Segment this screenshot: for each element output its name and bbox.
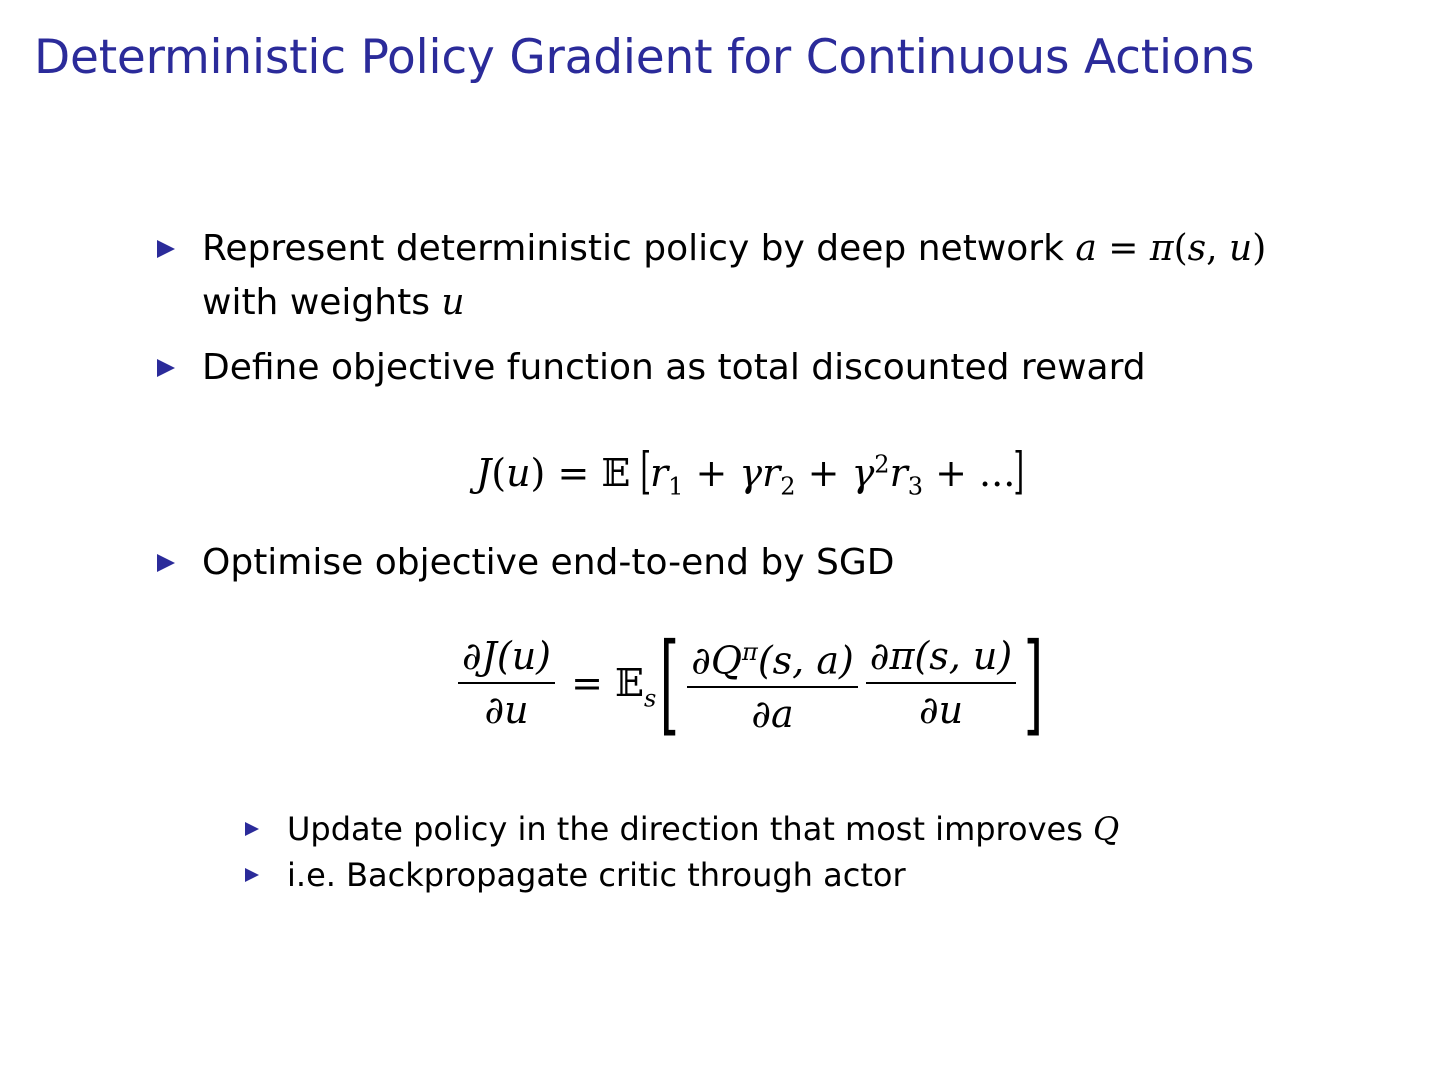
math-var: J [476, 451, 492, 495]
equation-objective [476, 442, 1023, 501]
fraction-denominator: ∂u [484, 688, 529, 732]
math-var: u [506, 451, 531, 495]
fraction-denominator: ∂u [918, 688, 964, 732]
bullet-text: Define objective function as total discounted reward [202, 347, 1146, 388]
expectation-symbol: 𝔼 [601, 451, 631, 495]
fraction [458, 636, 555, 730]
fraction-numerator: ∂π(s, u) [866, 636, 1016, 684]
math-var: s [1187, 228, 1207, 269]
math-var: u [1229, 228, 1253, 269]
math-op: ) [1252, 228, 1267, 269]
equation-gradient [454, 619, 1047, 747]
bullet-text [202, 222, 1266, 276]
math-subscript: 2 [780, 472, 796, 501]
math-var: r [889, 451, 908, 495]
triangle-right-icon [157, 536, 197, 590]
math-op: = [1096, 228, 1150, 269]
math-ellipsis: ... [979, 451, 1016, 495]
fraction [866, 636, 1016, 730]
math-var: γ [851, 451, 875, 495]
bullet-item [157, 536, 1357, 590]
math-subscript: s [643, 684, 657, 713]
right-bracket: ] [1013, 442, 1025, 500]
bullet-item [157, 341, 1357, 395]
math-op: ( [1173, 228, 1188, 269]
math-op: , [1206, 228, 1229, 269]
sub-bullet-item [245, 806, 1345, 852]
math-op: ( [491, 451, 507, 495]
math-var: γ [739, 451, 763, 495]
sub-bullet-text-prefix: Update policy in the direction that most improves [287, 810, 1094, 848]
sub-bullet-item [245, 852, 1345, 898]
math-op: = [545, 451, 602, 495]
math-subscript: 1 [668, 472, 684, 501]
math-op: = [559, 661, 616, 705]
sub-bullet-text [287, 806, 1119, 852]
math-superscript: π [742, 637, 758, 666]
math-op: + [923, 451, 980, 495]
math-op: ) [530, 451, 546, 495]
left-bracket: [ [660, 619, 680, 747]
math-var: u [441, 282, 465, 323]
triangle-right-icon [245, 852, 275, 898]
math-var: a [1075, 228, 1097, 269]
triangle-right-icon [157, 222, 197, 276]
expectation-symbol: 𝔼 [615, 661, 644, 705]
bullet-text-line2 [202, 276, 465, 330]
math-subscript: 3 [907, 472, 924, 501]
math-op: + [683, 451, 740, 495]
fraction-denominator: ∂a [751, 692, 794, 737]
math-var: r [762, 451, 781, 495]
numerator-text: ∂Q [691, 638, 743, 683]
bullet-text: Optimise objective end-to-end by SGD [202, 542, 895, 583]
bullet-item [157, 222, 1357, 332]
left-bracket: [ [640, 442, 652, 500]
sub-bullet-text: i.e. Backpropagate critic through actor [287, 856, 906, 894]
fraction [687, 632, 858, 735]
bullet-text-prefix: Represent deterministic policy by deep network [202, 228, 1076, 269]
bullet-text-prefix: with weights [202, 282, 442, 323]
math-var: π [1149, 228, 1174, 269]
fraction-numerator [687, 632, 858, 689]
triangle-right-icon [157, 341, 197, 395]
fraction-numerator: ∂J(u) [458, 636, 555, 684]
math-op: + [795, 451, 852, 495]
math-superscript: 2 [874, 450, 890, 479]
slide-title: Deterministic Policy Gradient for Continuous Actions [34, 30, 1255, 85]
math-var: r [649, 451, 669, 495]
math-var: Q [1093, 810, 1120, 848]
numerator-text: (s, a) [757, 638, 854, 683]
right-bracket: ] [1024, 619, 1044, 747]
triangle-right-icon [245, 806, 275, 852]
